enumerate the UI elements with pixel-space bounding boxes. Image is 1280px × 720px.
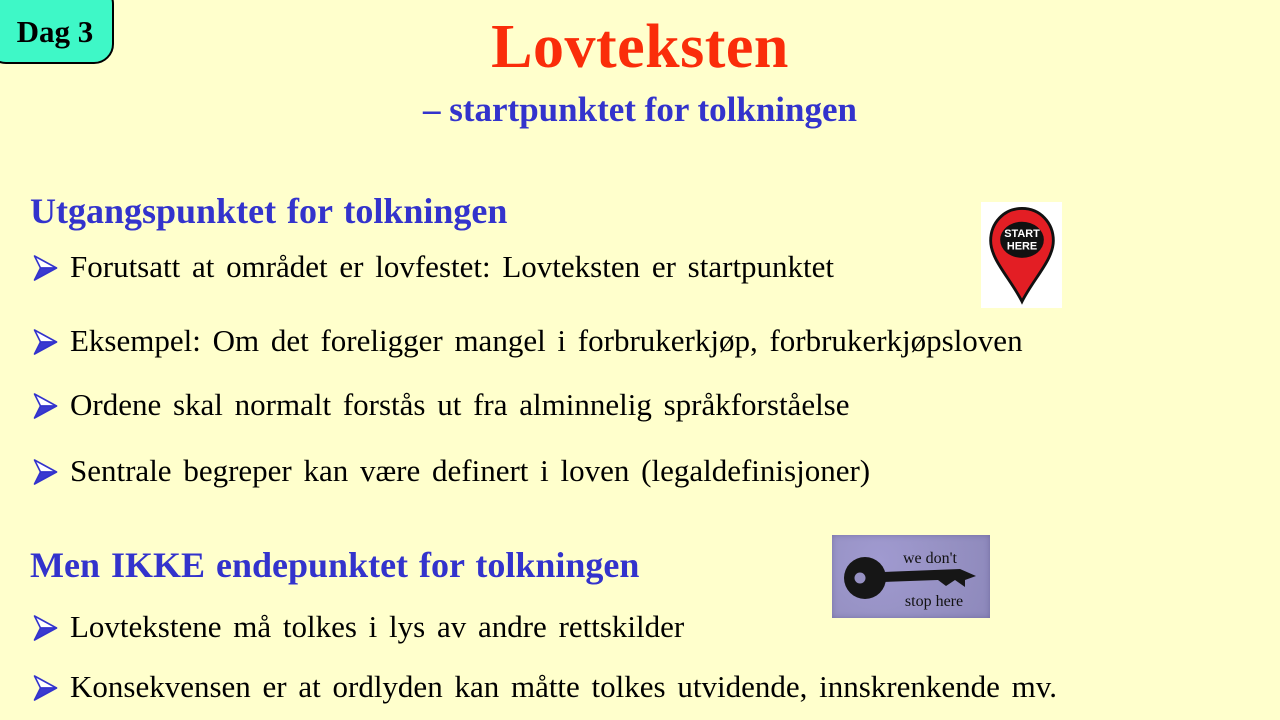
key-icon (832, 535, 990, 618)
key-stamp-image (832, 535, 990, 618)
key-text-line2: stop here (904, 593, 964, 610)
bullet-text: Sentrale begreper kan være definert i loven (legaldefinisjoner) (70, 453, 871, 488)
bullet-text: Eksempel: Om det foreligger mangel i forbrukerkjøp, forbrukerkjøpsloven (70, 323, 1023, 358)
day-badge-label: Dag 3 (16, 14, 94, 49)
section-heading-starting-point: Utgangspunktet for tolkningen (30, 191, 508, 231)
bullet-text: Konsekvensen er at ordlyden kan måtte tolkes utvidende, innskrenkende mv. (70, 669, 1057, 704)
bullet-item (32, 452, 870, 490)
bullet-item (32, 248, 834, 286)
bullet-text: Lovtekstene må tolkes i lys av andre rettskilder (70, 609, 685, 644)
slide-subtitle: – startpunktet for tolkningen (423, 90, 857, 129)
bullet-item (32, 322, 1023, 360)
slide-title: Lovteksten (491, 13, 789, 81)
map-pin-icon (984, 204, 1060, 306)
arrow-bullet-icon (32, 674, 59, 702)
arrow-bullet-icon (32, 614, 59, 642)
bullet-item (32, 386, 850, 424)
arrow-bullet-icon (32, 392, 59, 420)
bullet-text: Ordene skal normalt forstås ut fra alminnelig språkforståelse (70, 387, 850, 422)
arrow-bullet-icon (32, 328, 59, 356)
section-heading-not-endpoint: Men IKKE endepunktet for tolkningen (30, 545, 640, 585)
bullet-item (32, 608, 684, 646)
arrow-bullet-icon (32, 254, 59, 282)
bullet-item (32, 668, 1057, 706)
bullet-text: Forutsatt at området er lovfestet: Lovteksten er startpunktet (70, 249, 835, 284)
pin-text-line2: HERE (1006, 240, 1037, 253)
start-here-pin-image (981, 202, 1062, 308)
pin-text-line1: START (1003, 227, 1040, 240)
arrow-bullet-icon (32, 458, 59, 486)
key-text-line1: we don't (903, 550, 957, 567)
